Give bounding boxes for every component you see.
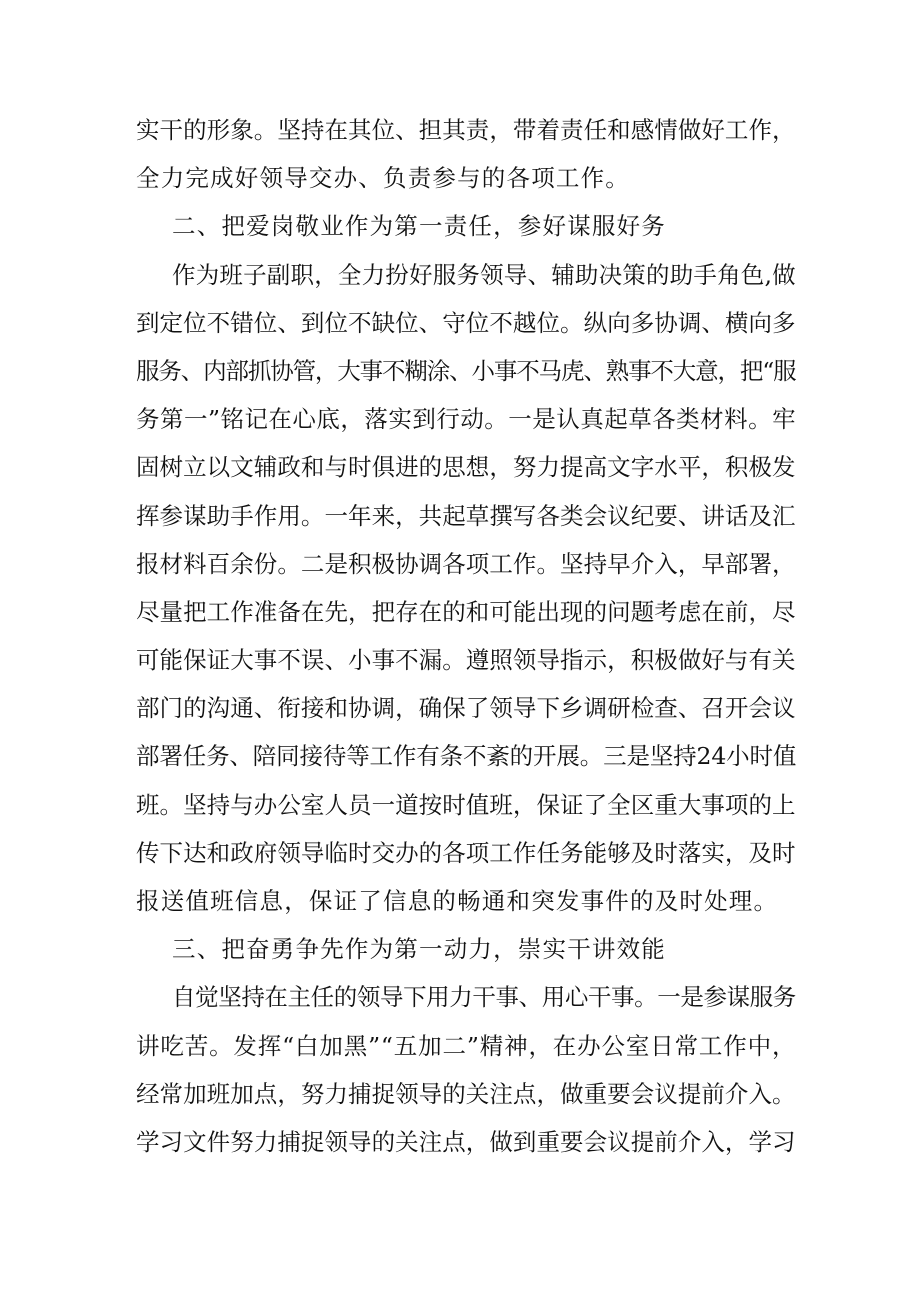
text-line: 到定位不错位、到位不缺位、守位不越位。纵向多协调、横向多 [136,308,796,337]
paragraph-first-line: 自觉坚持在主任的领导下用力干事、用心干事。一是参谋服务 [172,983,796,1012]
text-line: 经常加班加点，努力捕捉领导的关注点，做重要会议提前介入。 [136,1079,796,1108]
text-line: 部署任务、陪同接待等工作有条不紊的开展。三是坚持24小时值 [136,742,797,771]
text-line: 全力完成好领导交办、负责参与的各项工作。 [136,164,630,193]
text-line: 可能保证大事不误、小事不漏。遵照领导指示，积极做好与有关 [136,646,796,675]
text-line: 务第一”铭记在心底，落实到行动。一是认真起草各类材料。牢 [136,405,797,434]
text-line: 服务、内部抓协管，大事不糊涂、小事不马虎、熟事不大意，把“服 [136,356,796,385]
text-line: 报送值班信息，保证了信息的畅通和突发事件的及时处理。 [136,887,779,915]
text-line: 固树立以文辅政和与时俱进的思想，努力提高文字水平，积极发 [136,453,796,482]
text-line: 讲吃苦。发挥“白加黑”“五加二”精神，在办公室日常工作中， [136,1031,797,1060]
text-line: 实干的形象。坚持在其位、担其责，带着责任和感情做好工作， [136,116,796,144]
document-body [136,106,796,1166]
text-line: 部门的沟通、衔接和协调，确保了领导下乡调研检查、召开会议 [136,694,796,723]
text-line: 尽量把工作准备在先，把存在的和可能出现的问题考虑在前，尽 [136,597,796,626]
section-heading: 二、把爱岗敬业作为第一责任，参好谋服好务 [172,212,666,241]
text-line: 挥参谋助手作用。一年来，共起草撰写各类会议纪要、讲话及汇 [136,501,796,530]
text-line: 学习文件努力捕捉领导的关注点，做到重要会议提前介入，学习 [136,1127,796,1156]
text-line: 班。坚持与办公室人员一道按时值班，保证了全区重大事项的上 [136,790,796,819]
text-line: 传下达和政府领导临时交办的各项工作任务能够及时落实，及时 [136,838,796,867]
text-line: 报材料百余份。二是积极协调各项工作。坚持早介入，早部署， [136,549,796,578]
paragraph-first-line: 作为班子副职，全力扮好服务领导、辅助决策的助手角色,做 [172,260,796,289]
section-heading: 三、把奋勇争先作为第一动力，崇实干讲效能 [172,935,666,964]
